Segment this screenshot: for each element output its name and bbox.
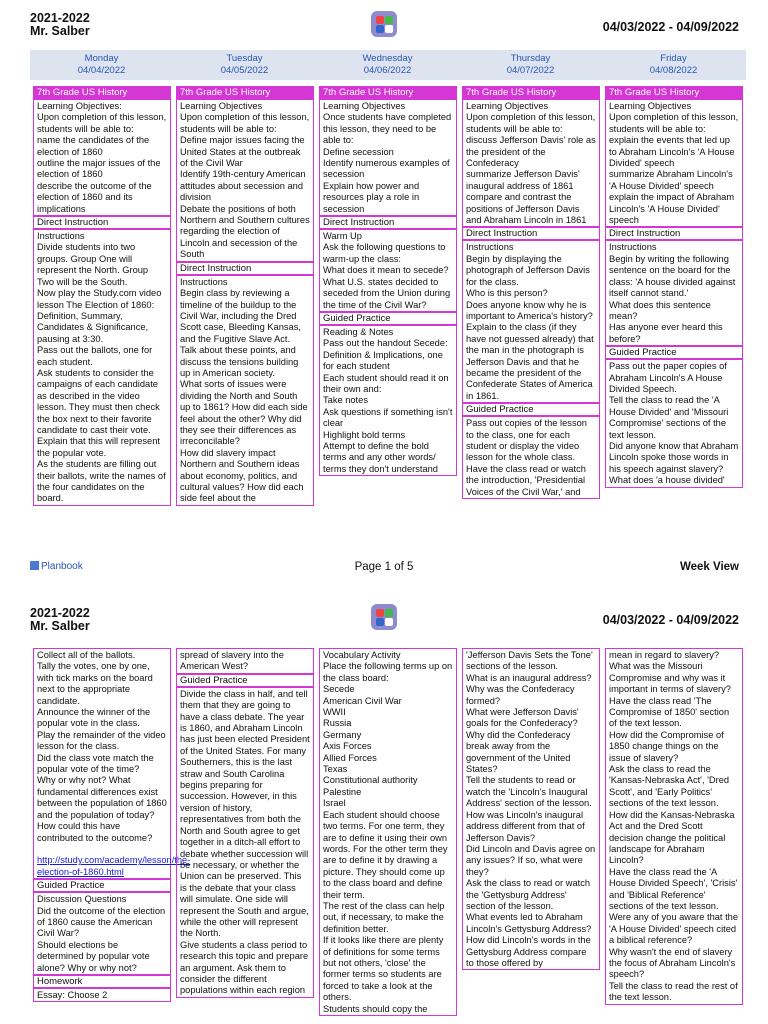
section-title-direct-instruction: Direct Instruction [176, 262, 314, 275]
learning-objectives: Learning Objectives Upon completion of this lesson, students will be able to: explain the events that led up to Abraham Lincoln's 'A House Divided' speech summarize Abraham Lincoln's 'A House Divided' speech explain the impact of Abraham Lincoln's 'A House Divided' speech [605, 99, 743, 227]
section-title-guided-practice: Guided Practice [319, 312, 457, 325]
day-header-monday[interactable]: Monday 04/04/2022 [77, 53, 126, 76]
section-text-guided-practice: Discussion Questions Did the outcome of the election of 1860 cause the American Civil War? Should elections be determined by popular vote alone? Why or why not? [33, 892, 171, 975]
header-info [30, 607, 90, 633]
section-title-guided-practice: Guided Practice [33, 879, 171, 892]
section-title-guided-practice: Guided Practice [462, 403, 600, 416]
section-text-direct-instruction: Instructions Begin by displaying the photograph of Jefferson Davis for the class. Who is this person? Does anyone know why he is important to America's history? Explain to the class (if they have not guessed already) that the man in the photograph is Jefferson Davis and that he became the president of the Confederate States of America in 1861. [462, 240, 600, 403]
section-text-guided-practice: Reading & Notes Pass out the handout Secede: Definition & Implications, one for each student Each student should read it on their own and: Take notes Ask questions if something isn't clear Highlight bold terms Attempt to define the bold terms and any other words/ terms they don't understand [319, 325, 457, 476]
school-year: 2021-2022 [30, 11, 90, 25]
lesson-column-wednesday [319, 648, 457, 1024]
page-number: Page 1 of 5 [354, 561, 414, 573]
planner-page-2 [0, 600, 768, 1024]
day-header-tuesday[interactable]: Tuesday 04/05/2022 [220, 53, 269, 76]
teacher-name: Mr. Salber [30, 24, 90, 38]
section-text-guided-practice: Pass out the paper copies of Abraham Lincoln's A House Divided Speech. Tell the class to read the 'A House Divided' and 'Missouri Compromise' sections of the text lesson. Did anyone know that Abraham Lincoln spoke those words in his speech against slavery? What does 'a house divided' [605, 359, 743, 487]
lesson-title[interactable]: 7th Grade US History [33, 86, 171, 99]
lesson-column-thursday [462, 648, 600, 1024]
section-title-direct-instruction: Direct Instruction [462, 227, 600, 240]
section-text-guided-practice-cont: mean in regard to slavery? What was the Missouri Compromise and why was it important in terms of slavery? Have the class read 'The Compromise of 1850' section of the text lesson. How did the Compromise of 1850 change things on the issue of slavery? Ask the class to read the 'Kansas-Nebraska Act', 'Dred Scott', and 'Early Politics' sections of the text lesson. How did the Kansas-Nebraska Act and the Dred Scott decision change the political landscape for Abraham Lincoln? Have the class read the 'A House Divided Speech', 'Crisis' and 'Biblical Reference' sections of the text lesson. Were any of you aware that the 'A House Divided' speech cited a biblical reference? Why wasn't the end of slavery the focus of Abraham Lincoln's speech? Tell the class to read the rest of the text lesson. [605, 648, 743, 1005]
learning-objectives: Learning Objectives Once students have completed this lesson, they need to be able to: Define secession Identify numerous examples of secession Explain how power and resources play a role in secession [319, 99, 457, 216]
teacher-name: Mr. Salber [30, 619, 90, 633]
lesson-column-monday [33, 648, 191, 1024]
header-info [30, 12, 90, 38]
section-text-direct-instruction: Instructions Begin class by reviewing a timeline of the buildup to the Civil War, including the Dred Scott case, Bleeding Kansas, and the Fugitive Slave Act. Talk about these points, and discuss the tensions building up in American society. What sorts of issues were dividing the North and South up to 1861? How did each side feel about the other? Why did they see their differences as irreconcilable? How did slavery impact Northern and Southern ideas about economy, politics, and cultural values? How did each side feel about the [176, 275, 314, 506]
section-title-homework: Homework [33, 975, 171, 988]
learning-objectives: Learning Objectives Upon completion of this lesson, students will be able to: discuss Jefferson Davis' role as the president of the Confederacy summarize Jefferson Davis' inaugural address of 1861 compare and contrast the positions of Jefferson Davis and Abraham Lincoln in 1861 [462, 99, 600, 227]
date-range: 04/03/2022 - 04/09/2022 [602, 613, 739, 627]
section-title-direct-instruction: Direct Instruction [33, 216, 171, 229]
day-header-thursday[interactable]: Thursday 04/07/2022 [506, 53, 555, 76]
section-text-direct-instruction: Instructions Divide students into two groups. Group One will represent the North. Group Two will be the South. Now play the Study.com video lesson The Election of 1860: Definition, Summary, Candidates & Significance, pausing at 3:30. Pass out the ballots, one for each student. Ask students to consider the campaigns of each candidate as described in the video lesson. They must then check the box next to their favorite candidate to cast their vote. Explain that this will represent the popular vote. As the students are filling out their ballots, write the names of the four candidates on the board. [33, 229, 171, 506]
lesson-title[interactable]: 7th Grade US History [462, 86, 600, 99]
lesson-column-thursday [462, 86, 600, 526]
lesson-column-monday [33, 86, 171, 526]
planbook-link[interactable]: Planbook [30, 561, 83, 572]
study-com-link[interactable]: http://study.com/academy/lesson/the-election-of-1860.html [37, 855, 191, 877]
section-title-guided-practice: Guided Practice [605, 346, 743, 359]
planbook-logo-icon [371, 11, 397, 37]
section-text-guided-practice: Pass out copies of the lesson to the class, one for each student or display the video lesson for the whole class. Have the class read or watch the introduction, 'Presidential Voices of the Civil War,' and [462, 416, 600, 499]
learning-objectives: Learning Objectives Upon completion of this lesson, students will be able to: Define major issues facing the United States at the outbreak of the Civil War Identify 19th-century American attitudes about secession and division Debate the positions of both Northern and Southern cultures regarding the election of Lincoln and secession of the South [176, 99, 314, 262]
lesson-column-tuesday [176, 86, 314, 526]
section-text-direct-instruction-cont: spread of slavery into the American West? [176, 648, 314, 674]
date-range: 04/03/2022 - 04/09/2022 [602, 20, 739, 34]
section-title-guided-practice: Guided Practice [176, 674, 314, 687]
section-text-guided-practice-cont: 'Jefferson Davis Sets the Tone' sections of the lesson. What is an inaugural address? Why was the Confederacy formed? What were Jefferson Davis' goals for the Confederacy? Why did the Confederacy break away from the government of the United States? Tell the students to read or watch the 'Lincoln's Inaugural Address' section of the lesson. How was Lincoln's inaugural address different from that of Jefferson Davis? Did Lincoln and Davis agree on any issues? If so, what were they? Ask the class to read or watch the 'Gettysburg Address' section of the lesson. What events led to Abraham Lincoln's Gettysburg Address? How did Lincoln's words in the Gettysburg Address compare to those offered by [462, 648, 600, 970]
day-header-friday[interactable]: Friday 04/08/2022 [649, 53, 698, 76]
section-title-direct-instruction: Direct Instruction [605, 227, 743, 240]
lesson-title[interactable]: 7th Grade US History [319, 86, 457, 99]
lesson-title[interactable]: 7th Grade US History [605, 86, 743, 99]
section-text-guided-practice-cont: Vocabulary Activity Place the following terms up on the class board: Secede American Civil War WWII Russia Germany Axis Forces Allied Forces Texas Constitutional authority Palestine Israel Each student should choose two terms. For one term, they are to define it using their own words. For the other term they are to define it by drawing a picture. They should come up to the class board and define their term. The rest of the class can help out, if necessary, to make the definition better. If it looks like there are plenty of definitions for some terms but not others, 'close' the former terms so students are forced to take a look at the others. Students should copy the [319, 648, 457, 1016]
learning-objectives: Learning Objectives: Upon completion of this lesson, students will be able to: name the candidates of the election of 1860 outline the major issues of the election of 1860 describe the outcome of the election of 1860 and its implications [33, 99, 171, 216]
view-label: Week View [679, 561, 739, 573]
day-header-wednesday[interactable]: Wednesday 04/06/2022 [362, 53, 413, 76]
lesson-column-tuesday [176, 648, 314, 1024]
section-text-guided-practice: Divide the class in half, and tell them that they are going to have a class debate. The year is 1860, and Abraham Lincoln has just been elected President of the United States. For many Southerners, this is the last straw and South Carolina begins preparing for succession. However, in this version of history, representatives from both the North and South agree to get together in a ditch-all effort to debate whether succession will be necessary, or whether the Union can be preserved. This is the debate that your class will simulate. One side will represent the South and argue, while the other will represent the North. Give students a class period to research this topic and prepare an argument. Ask them to consider the different populations within each region [176, 687, 314, 998]
planbook-logo-icon [371, 604, 397, 630]
lesson-title[interactable]: 7th Grade US History [176, 86, 314, 99]
section-text-direct-instruction: Instructions Begin by writing the following sentence on the board for the class: 'A house divided against itself cannot stand.' What does this sentence mean? Has anyone ever heard this before? [605, 240, 743, 346]
school-year: 2021-2022 [30, 606, 90, 620]
section-title-direct-instruction: Direct Instruction [319, 216, 457, 229]
section-text-direct-instruction: Warm Up Ask the following questions to warm-up the class: What does it mean to secede? What U.S. states decided to seceded from the Union during the time of the Civil War? [319, 229, 457, 312]
lesson-column-friday [605, 648, 743, 1024]
section-text-direct-instruction-cont: Collect all of the ballots. Tally the votes, one by one, with tick marks on the board next to the appropriate candidate. Announce the winner of the popular vote in the class. Play the remainder of the video lesson for the class. Did the class vote match the popular vote of the time? Why or why not? What fundamental differences exist between the population of 1860 and the population of today? How could this have contributed to the outcome? http://study.com/academy/lesson/the-election-of-1860.html [33, 648, 171, 879]
lesson-column-wednesday [319, 86, 457, 526]
lesson-column-friday [605, 86, 743, 526]
section-text-homework: Essay: Choose 2 [33, 988, 171, 1002]
days-header [30, 50, 746, 80]
